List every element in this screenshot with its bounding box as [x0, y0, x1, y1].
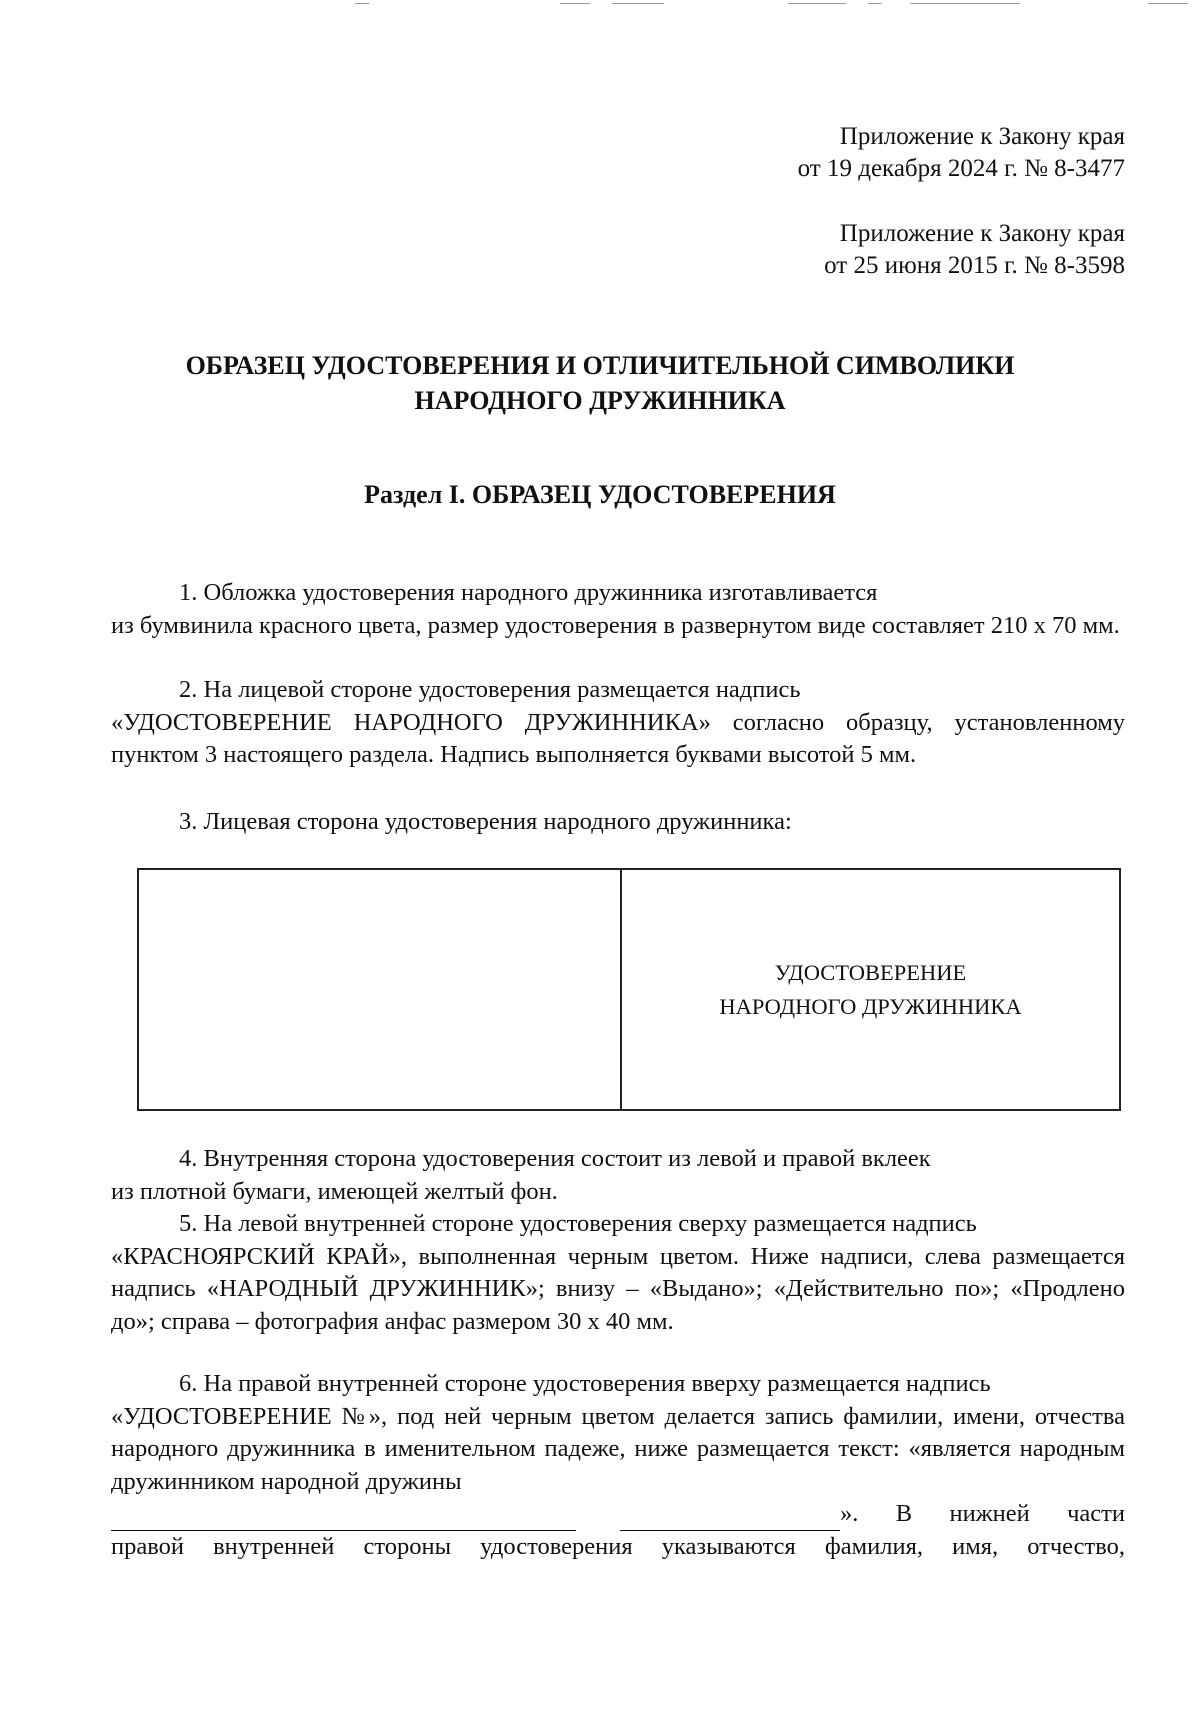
scan-artifact-line: [612, 3, 664, 4]
paragraph-6: [111, 1368, 1125, 1563]
cover-inscription-line: УДОСТОВЕРЕНИЕ: [774, 959, 967, 985]
paragraph-1: [111, 577, 1125, 642]
appendix-reference-original: [824, 218, 1125, 282]
paragraph-body: «УДОСТОВЕРЕНИЕ НАРОДНОГО ДРУЖИННИКА» согласно образцу, установленному пунктом 3 настоящего раздела. Надпись выполняется буквами высотой 5 мм.: [111, 708, 1125, 768]
appendix-date-number: от 25 июня 2015 г. № 8-3598: [824, 252, 1125, 279]
cover-front-panel: [622, 870, 1119, 1109]
scan-artifact-line: [355, 3, 369, 4]
paragraph-first-line: [111, 1208, 1125, 1241]
paragraph-5: [111, 1208, 1125, 1338]
paragraph-body: правой внутренней стороны удостоверения указываются фамилия, имя, отчество,: [111, 1532, 1125, 1560]
paragraph-body: «УДОСТОВЕРЕНИЕ №», под ней черным цветом делается запись фамилии, имени, отчества народного дружинника в именительном падеже, ниже размещается текст: «является народным дружинником народной дружины: [111, 1402, 1125, 1495]
document-title: [100, 348, 1100, 418]
paragraph-first-line: [111, 674, 1125, 707]
fill-in-blank: [620, 1508, 840, 1531]
scan-artifact-line: [788, 3, 846, 4]
scan-artifact-line: [868, 3, 882, 4]
document-title-line: НАРОДНОГО ДРУЖИННИКА: [414, 386, 786, 415]
cover-back-panel: [139, 870, 622, 1109]
cover-inscription-line: НАРОДНОГО ДРУЖИННИКА: [719, 993, 1022, 1019]
scan-artifact-line: [560, 3, 590, 4]
section-heading: Раздел I. ОБРАЗЕЦ УДОСТОВЕРЕНИЯ: [364, 480, 836, 509]
paragraph-text: 3. Лицевая сторона удостоверения народного дружинника:: [179, 808, 792, 835]
paragraph-3: [111, 806, 1125, 839]
document-title-line: ОБРАЗЕЦ УДОСТОВЕРЕНИЯ И ОТЛИЧИТЕЛЬНОЙ СИМВОЛИКИ: [185, 351, 1015, 380]
paragraph-text: 2. На лицевой стороне удостоверения размещается надпись: [179, 676, 801, 703]
paragraph-4: [111, 1143, 1125, 1208]
paragraph-text: ». В нижней части: [840, 1500, 1125, 1527]
paragraph-body: из бумвинила красного цвета, размер удостоверения в развернутом виде составляет 210 х 70 мм.: [111, 611, 1120, 639]
appendix-date-number: от 19 декабря 2024 г. № 8-3477: [797, 155, 1125, 182]
paragraph-body: из плотной бумаги, имеющей желтый фон.: [111, 1177, 558, 1205]
paragraph-blank-line: [111, 1498, 1125, 1531]
appendix-reference-current: [798, 121, 1125, 185]
scan-artifact-line: [1148, 3, 1188, 4]
scan-artifact-line: [910, 3, 1020, 4]
paragraph-text: 1. Обложка удостоверения народного дружинника изготавливается: [179, 579, 878, 606]
paragraph-first-line: [111, 1368, 1125, 1401]
paragraph-2: [111, 674, 1125, 772]
appendix-label: Приложение к Закону края: [839, 123, 1125, 150]
paragraph-first-line: [111, 1143, 1125, 1176]
paragraph-first-line: [111, 806, 1125, 839]
fill-in-blank: [111, 1508, 576, 1531]
paragraph-first-line: [111, 577, 1125, 610]
cover-inscription: [719, 956, 1021, 1024]
appendix-label: Приложение к Закону края: [839, 220, 1125, 247]
id-cover-sample: [137, 868, 1121, 1111]
paragraph-text: 6. На правой внутренней стороне удостоверения вверху размещается надпись: [179, 1370, 991, 1397]
paragraph-text: 4. Внутренняя сторона удостоверения состоит из левой и правой вклеек: [179, 1145, 931, 1172]
paragraph-text: 5. На левой внутренней стороне удостоверения сверху размещается надпись: [179, 1210, 977, 1237]
paragraph-body: «КРАСНОЯРСКИЙ КРАЙ», выполненная черным цветом. Ниже надписи, слева размещается надпись «НАРОДНЫЙ ДРУЖИННИК»; внизу – «Выдано»; «Действительно по»; «Продлено до»; справа – фотография анфас размером 30 х 40 мм.: [111, 1242, 1125, 1335]
